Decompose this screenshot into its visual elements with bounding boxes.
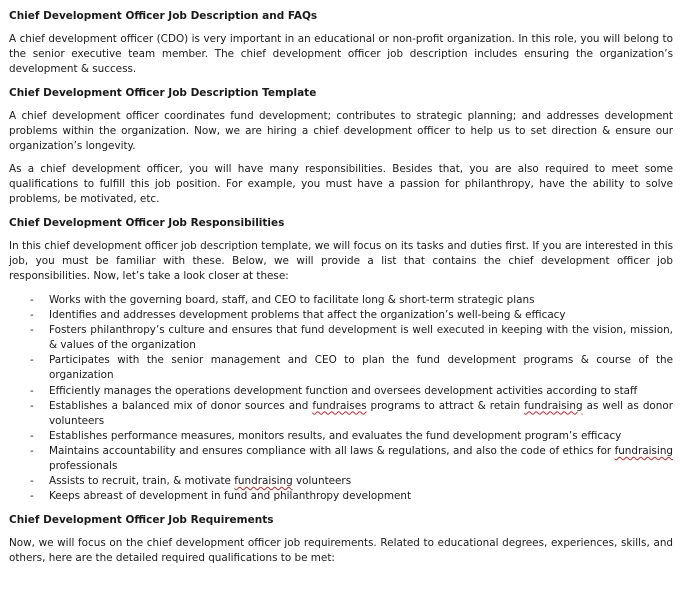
template-heading: Chief Development Officer Job Description Template — [9, 87, 317, 99]
bullet-dash: - — [30, 354, 34, 367]
bullet-dash: - — [30, 324, 34, 337]
bullet-dash: - — [30, 399, 34, 412]
spellcheck-word: fundraising — [234, 475, 293, 488]
list-item: - Efficiently manages the operations development function and oversees development activities according to staff — [9, 384, 673, 399]
bullet-dash: - — [30, 475, 34, 488]
spellcheck-word: fundraising — [614, 444, 673, 457]
intro-paragraph: A chief development officer (CDO) is very important in an educational or non-profit organization. In this role, you will belong to the senior executive team member. The chief development officer job description includes ensuring the organization’s development & success. — [9, 33, 673, 75]
responsibilities-intro: In this chief development officer job description template, we will focus on its tasks and duties first. If you are interested in this job, you must be familiar with these. Below, we will provide a list that contains the chief development officer job responsibilities. Now, let’s take a look closer at these: — [9, 240, 673, 282]
list-item: - Keeps abreast of development in fund and philanthropy development — [9, 489, 673, 504]
bullet-dash: - — [30, 309, 34, 322]
requirements-intro: Now, we will focus on the chief development officer job requirements. Related to educational degrees, experiences, skills, and others, here are the detailed required qualifications to be met: — [9, 537, 673, 565]
responsibilities-list — [9, 293, 673, 504]
requirements-heading: Chief Development Officer Job Requirements — [9, 514, 274, 527]
list-item: - Fosters philanthropy’s culture and ensures that fund development is well executed in keeping with the vision, mission, & values of the organization — [30, 324, 673, 352]
spellcheck-word: fundraising — [524, 399, 583, 412]
bullet-dash: - — [30, 444, 34, 457]
bullet-dash: - — [30, 429, 34, 442]
spellcheck-word: fundraises — [312, 399, 367, 412]
list-item: - Establishes a balanced mix of donor sources and fundraises programs to attract & retain fundraising as well as donor volunteers — [30, 399, 673, 427]
list-item: - Assists to recruit, train, & motivate fundraising volunteers — [9, 474, 673, 489]
bullet-dash: - — [30, 384, 34, 397]
list-item: - Establishes performance measures, monitors results, and evaluates the fund development program’s efficacy — [9, 429, 673, 444]
list-item: - Maintains accountability and ensures compliance with all laws & regulations, and also the code of ethics for fundraising professionals — [30, 444, 673, 473]
document-page — [9, 0, 673, 566]
list-item: - Identifies and addresses development problems that affect the organization’s well-being & efficacy — [9, 308, 673, 323]
bullet-dash: - — [30, 294, 34, 306]
bullet-dash: - — [30, 490, 34, 503]
document-title: Chief Development Officer Job Description and FAQs — [9, 10, 318, 22]
template-paragraph-1: A chief development officer coordinates fund development; contributes to strategic planning; and addresses development problems within the organization. Now, we are hiring a chief development officer to help us to set direction & ensure our organization’s longevity. — [9, 110, 673, 152]
list-item: - Works with the governing board, staff, and CEO to facilitate long & short-term strategic plans — [9, 293, 673, 308]
list-item: - Participates with the senior management and CEO to plan the fund development programs & course of the organization — [30, 354, 673, 382]
responsibilities-heading: Chief Development Officer Job Responsibilities — [9, 217, 285, 229]
template-paragraph-2: As a chief development officer, you will have many responsibilities. Besides that, you are also required to meet some qualifications to fulfill this job position. For example, you must have a passion for philanthropy, have the ability to solve problems, be motivated, etc. — [9, 163, 673, 205]
